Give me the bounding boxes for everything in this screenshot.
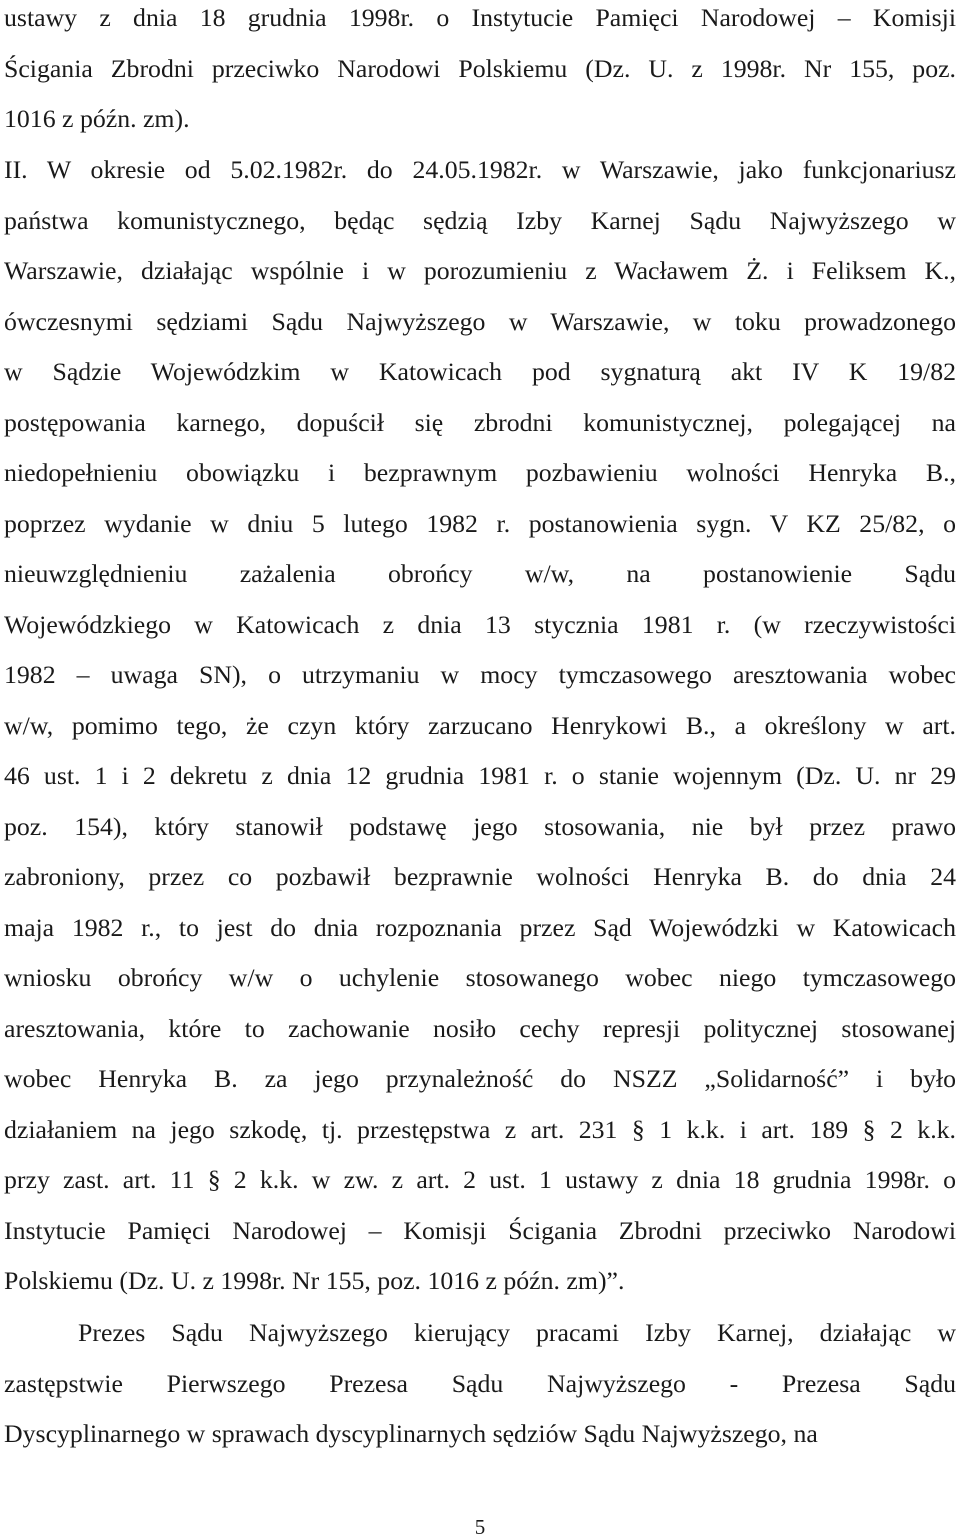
text-line: aresztowania, które to zachowanie nosiło cechy represji politycznej stosowanej xyxy=(4,1013,956,1043)
text-line: Polskiemu (Dz. U. z 1998r. Nr 155, poz. 1016 z późn. zm)”. xyxy=(4,1266,625,1295)
text-line: przy zast. art. 11 § 2 k.k. w zw. z art. 2 ust. 1 ustawy z dnia 18 grudnia 1998r. o xyxy=(4,1165,956,1194)
text-line: ówczesnymi sędziami Sądu Najwyższego w Warszawie, w toku prowadzonego xyxy=(4,306,956,336)
text-line: poprzez wydanie w dniu 5 lutego 1982 r. postanowienia sygn. V KZ 25/82, o xyxy=(4,508,956,538)
text-line: postępowania karnego, dopuścił się zbrodni komunistycznej, polegającej na xyxy=(4,407,956,437)
text-line: ustawy z dnia 18 grudnia 1998r. o Instytucie Pamięci Narodowej – Komisji xyxy=(4,3,956,32)
paragraph-1 xyxy=(4,0,956,145)
text-line: Prezes Sądu Najwyższego kierujący pracami Izby Karnej, działając w xyxy=(78,1318,956,1347)
text-line: Instytucie Pamięci Narodowej – Komisji Ścigania Zbrodni przeciwko Narodowi xyxy=(4,1215,956,1245)
text-line: w Sądzie Wojewódzkim w Katowicach pod sygnaturą akt IV K 19/82 xyxy=(4,357,956,386)
text-line: Dyscyplinarnego w sprawach dyscyplinarnych sędziów Sądu Najwyższego, na xyxy=(4,1419,818,1448)
text-line: 1982 – uwaga SN), o utrzymaniu w mocy tymczasowego aresztowania wobec xyxy=(4,660,956,689)
text-line: maja 1982 r., to jest do dnia rozpoznania przez Sąd Wojewódzki w Katowicach xyxy=(4,912,956,942)
text-line: wniosku obrońcy w/w o uchylenie stosowanego wobec niego tymczasowego xyxy=(4,963,956,992)
text-line: zabroniony, przez co pozbawił bezprawnie wolności Henryka B. do dnia 24 xyxy=(4,862,956,891)
paragraph-2 xyxy=(4,145,956,1307)
text-line: 1016 z późn. zm). xyxy=(4,104,190,133)
text-line: nieuwzględnieniu zażalenia obrońcy w/w, na postanowienie Sądu xyxy=(4,559,956,588)
text-line: państwa komunistycznego, będąc sędzią Izby Karnej Sądu Najwyższego w xyxy=(4,205,956,235)
text-line: Warszawie, działając wspólnie i w porozumieniu z Wacławem Ż. i Feliksem K., xyxy=(4,256,956,285)
text-line: Wojewódzkiego w Katowicach z dnia 13 stycznia 1981 r. (w rzeczywistości xyxy=(4,609,956,639)
text-line: niedopełnieniu obowiązku i bezprawnym pozbawieniu wolności Henryka B., xyxy=(4,458,956,487)
paragraph-3 xyxy=(4,1308,956,1460)
text-line: działaniem na jego szkodę, tj. przestępstwa z art. 231 § 1 k.k. i art. 189 § 2 k.k. xyxy=(4,1114,956,1144)
text-line: w/w, pomimo tego, że czyn który zarzucano Henrykowi B., a określony w art. xyxy=(4,710,956,740)
text-line: poz. 154), który stanowił podstawę jego stosowania, nie był przez prawo xyxy=(4,811,956,841)
text-line: wobec Henryka B. za jego przynależność do NSZZ „Solidarność” i było xyxy=(4,1064,956,1093)
text-line: 46 ust. 1 i 2 dekretu z dnia 12 grudnia 1981 r. o stanie wojennym (Dz. U. nr 29 xyxy=(4,761,956,790)
text-line: zastępstwie Pierwszego Prezesa Sądu Najwyższego - Prezesa Sądu xyxy=(4,1368,956,1398)
page-number: 5 xyxy=(474,1515,486,1539)
text-line: Ścigania Zbrodni przeciwko Narodowi Polskiemu (Dz. U. z 1998r. Nr 155, poz. xyxy=(4,53,956,83)
text-line: II. W okresie od 5.02.1982r. do 24.05.1982r. w Warszawie, jako funkcjonariusz xyxy=(4,155,956,184)
